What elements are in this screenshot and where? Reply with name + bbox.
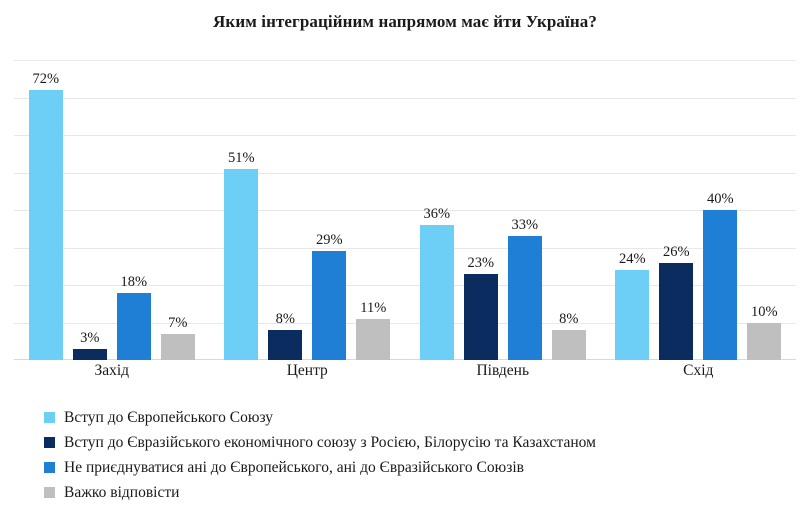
bar-group <box>14 60 210 360</box>
bar-slot <box>161 60 195 360</box>
bar-value-label: 8% <box>559 311 579 327</box>
bar-slot <box>268 60 302 360</box>
bar-value-label: 29% <box>315 232 343 249</box>
bar[interactable] <box>747 303 781 361</box>
bar-value-label: 11% <box>360 299 387 316</box>
bar-value-label: 10% <box>750 303 778 320</box>
legend-swatch <box>44 462 55 473</box>
bar-slot <box>552 60 586 360</box>
bar-value-label: 24% <box>618 251 646 267</box>
bar-slot <box>703 60 737 360</box>
legend-swatch <box>44 412 55 423</box>
bar-value-label: 40% <box>706 191 734 207</box>
bar-value-label: 72% <box>32 71 60 87</box>
category-axis-labels <box>14 362 796 380</box>
bar-slot <box>224 60 258 360</box>
category-label: Схід <box>683 362 714 379</box>
bar-groups <box>14 60 796 360</box>
bar-value-label: 26% <box>662 243 690 260</box>
bar[interactable] <box>29 71 63 360</box>
chart-title: Яким інтеграційним напрямом має йти Україна? <box>213 12 597 31</box>
bar[interactable] <box>552 311 586 360</box>
bar-slot <box>420 60 454 360</box>
legend-swatch <box>44 437 55 448</box>
legend-label: Не приєднуватися ані до Європейського, ані до Євразійського Союзів <box>64 458 524 476</box>
bar[interactable] <box>312 232 346 360</box>
bar[interactable] <box>73 329 107 360</box>
bar-value-label: 18% <box>120 273 148 290</box>
legend-item[interactable] <box>44 405 804 430</box>
bar[interactable] <box>224 149 258 360</box>
bar-value-label: 36% <box>423 206 451 222</box>
bar-slot <box>659 60 693 360</box>
category-label: Захід <box>94 362 130 379</box>
plot-area <box>14 60 796 360</box>
legend-item[interactable] <box>44 455 804 480</box>
bar[interactable] <box>161 314 195 360</box>
bar[interactable] <box>420 206 454 360</box>
legend-swatch <box>44 487 55 498</box>
bar-slot <box>117 60 151 360</box>
legend-label: Важко відповісти <box>64 483 180 501</box>
bar-slot <box>615 60 649 360</box>
bar-value-label: 8% <box>275 311 295 327</box>
chart-legend <box>44 405 804 505</box>
bar-group <box>405 60 601 360</box>
bar-group <box>210 60 406 360</box>
bar[interactable] <box>117 273 151 361</box>
bar[interactable] <box>659 243 693 361</box>
bar[interactable] <box>703 191 737 360</box>
bar-slot <box>356 60 390 360</box>
bar-value-label: 3% <box>80 329 100 346</box>
bar-slot <box>73 60 107 360</box>
category-label: Південь <box>476 362 530 379</box>
category-label: Центр <box>286 362 328 379</box>
bar-value-label: 23% <box>467 254 495 271</box>
bar-group <box>601 60 797 360</box>
bar-slot <box>508 60 542 360</box>
legend-item[interactable] <box>44 430 804 455</box>
legend-item[interactable] <box>44 480 804 505</box>
legend-label: Вступ до Європейського Союзу <box>64 408 273 426</box>
bar-slot <box>464 60 498 360</box>
bar[interactable] <box>268 311 302 360</box>
bar-value-label: 7% <box>168 314 188 331</box>
bar-slot <box>747 60 781 360</box>
bar[interactable] <box>615 251 649 360</box>
bar-value-label: 33% <box>511 217 539 234</box>
bar[interactable] <box>356 299 390 360</box>
legend-label: Вступ до Євразійського економічного союзу з Росією, Білорусію та Казахстаном <box>64 433 596 451</box>
bar[interactable] <box>508 217 542 360</box>
bar[interactable] <box>464 254 498 360</box>
bar-value-label: 51% <box>227 149 255 166</box>
bar-slot <box>29 60 63 360</box>
bar-slot <box>312 60 346 360</box>
